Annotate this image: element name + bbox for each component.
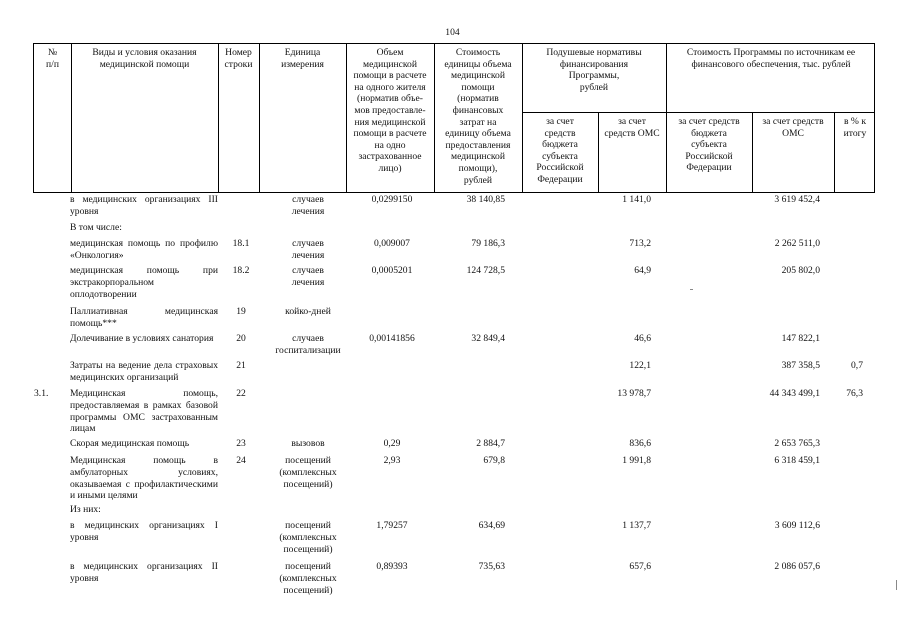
row-volume: 1,79257: [376, 520, 408, 531]
row-volume: 0,29: [383, 438, 401, 449]
row-oms-total: 387 358,5: [781, 360, 820, 371]
row-oms-total: 2 653 765,3: [774, 438, 820, 449]
scan-speck: [690, 289, 693, 290]
row-cost: 124 728,5: [466, 265, 505, 276]
row-per-capita-oms: 13 978,7: [617, 388, 651, 399]
row-number: 18.2: [232, 265, 250, 276]
row-oms-total: 3 609 112,6: [774, 520, 820, 531]
row-name: Долечивание в условиях санатория: [70, 333, 214, 344]
row-unit: посещений (комплексных посещений): [279, 520, 337, 555]
header-sub-budget-total: за счет средств бюджета субъекта Российской Федерации: [678, 116, 740, 174]
header-col-name: Виды и условия оказания медицинской помощи: [92, 47, 197, 70]
row-unit: посещений (комплексных посещений): [279, 455, 337, 490]
row-cost: 679,8: [483, 455, 505, 466]
row-number: 21: [236, 360, 246, 371]
row-pp: 3.1.: [34, 388, 49, 399]
row-cost: 32 849,4: [471, 333, 505, 344]
row-unit: посещений (комплексных посещений): [279, 561, 337, 596]
row-unit: случаев лечения: [291, 238, 325, 261]
row-number: 18.1: [232, 238, 250, 249]
row-per-capita-oms: 64,9: [634, 265, 651, 276]
header-col-row-number: Номер строки: [224, 47, 253, 70]
row-name: Медицинская помощь, предоставляемая в рамках базовой программы ОМС застрахованным лицам: [70, 388, 218, 435]
row-name: Из них:: [70, 504, 101, 515]
row-per-capita-oms: 1 991,8: [622, 455, 651, 466]
header-sub-oms: за счет средств ОМС: [604, 116, 660, 139]
row-per-capita-oms: 46,6: [634, 333, 651, 344]
row-per-capita-oms: 1 137,7: [622, 520, 651, 531]
row-per-capita-oms: 122,1: [629, 360, 651, 371]
row-cost: 38 140,85: [466, 194, 505, 205]
row-unit: вызовов: [291, 438, 325, 449]
row-name: медицинская помощь по профилю «Онкология»: [70, 238, 218, 261]
row-number: 24: [236, 455, 246, 466]
row-name: Медицинская помощь в амбулаторных условиях, оказываемая с профилактическими и иными целями: [70, 455, 218, 502]
row-volume: 0,0005201: [371, 265, 413, 276]
row-unit: случаев лечения: [291, 265, 325, 288]
row-name: Скорая медицинская помощь: [70, 438, 190, 449]
row-cost: 735,63: [478, 561, 505, 572]
row-unit: койко-дней: [285, 306, 331, 317]
header-sub-percent: в % к итогу: [843, 116, 867, 139]
row-per-capita-oms: 1 141,0: [622, 194, 651, 205]
row-name: медицинская помощь при экстракорпоральном оплодотворении: [70, 265, 218, 300]
row-volume: 0,00141856: [369, 333, 415, 344]
row-volume: 0,89393: [376, 561, 408, 572]
row-volume: 0,009007: [374, 238, 410, 249]
row-oms-total: 205 802,0: [781, 265, 820, 276]
header-col-pp: № п/п: [46, 47, 59, 70]
row-name: в медицинских организациях II уровня: [70, 561, 218, 584]
row-name: Паллиативная медицинская помощь***: [70, 306, 218, 329]
row-oms-total: 2 262 511,0: [774, 238, 820, 249]
row-number: 19: [236, 306, 246, 317]
row-percent: 0,7: [851, 360, 863, 371]
header-col-unit: Единица измерения: [281, 47, 324, 70]
header-col-volume: Объем медицинской помощи в расчете на одного жителя (норматив объе- мов предоставле- ния медицинской помощи в расчете на одно застрахованное лицо): [353, 47, 427, 174]
row-per-capita-oms: 836,6: [629, 438, 651, 449]
row-number: 23: [236, 438, 246, 449]
scan-speck: [896, 580, 897, 590]
row-oms-total: 147 822,1: [781, 333, 820, 344]
row-name: Затраты на ведение дела страховых медицинских организаций: [70, 360, 218, 383]
row-unit: случаев лечения: [291, 194, 325, 217]
row-name: в медицинских организациях I уровня: [70, 520, 218, 543]
row-cost: 2 884,7: [476, 438, 505, 449]
row-number: 22: [236, 388, 246, 399]
header-group-sources: Стоимость Программы по источникам ее финансового обеспечения, тыс. рублей: [686, 47, 856, 70]
row-unit: случаев госпитализации: [275, 333, 341, 356]
row-oms-total: 6 318 459,1: [774, 455, 820, 466]
page-number: 104: [445, 27, 460, 38]
row-per-capita-oms: 657,6: [629, 561, 651, 572]
row-name: В том числе:: [70, 222, 122, 233]
row-cost: 79 186,3: [471, 238, 505, 249]
header-sub-budget: за счет средств бюджета субъекта Российской Федерации: [536, 116, 584, 185]
row-volume: 0,0299150: [371, 194, 413, 205]
table-header: [33, 43, 875, 193]
row-number: 20: [236, 333, 246, 344]
row-percent: 76,3: [846, 388, 863, 399]
row-volume: 2,93: [383, 455, 401, 466]
row-name: в медицинских организациях III уровня: [70, 194, 218, 217]
header-sub-oms-total: за счет средств ОМС: [762, 116, 824, 139]
row-oms-total: 3 619 452,4: [774, 194, 820, 205]
row-per-capita-oms: 713,2: [629, 238, 651, 249]
row-oms-total: 2 086 057,6: [774, 561, 820, 572]
header-group-per-capita: Подушевые нормативы финансирования Программы, рублей: [546, 47, 642, 93]
header-col-cost: Стоимость единицы объема медицинской помощи (норматив финансовых затрат на единицу объема предоставления медицинской помощи), рублей: [444, 47, 512, 186]
row-oms-total: 44 343 499,1: [769, 388, 820, 399]
row-cost: 634,69: [478, 520, 505, 531]
